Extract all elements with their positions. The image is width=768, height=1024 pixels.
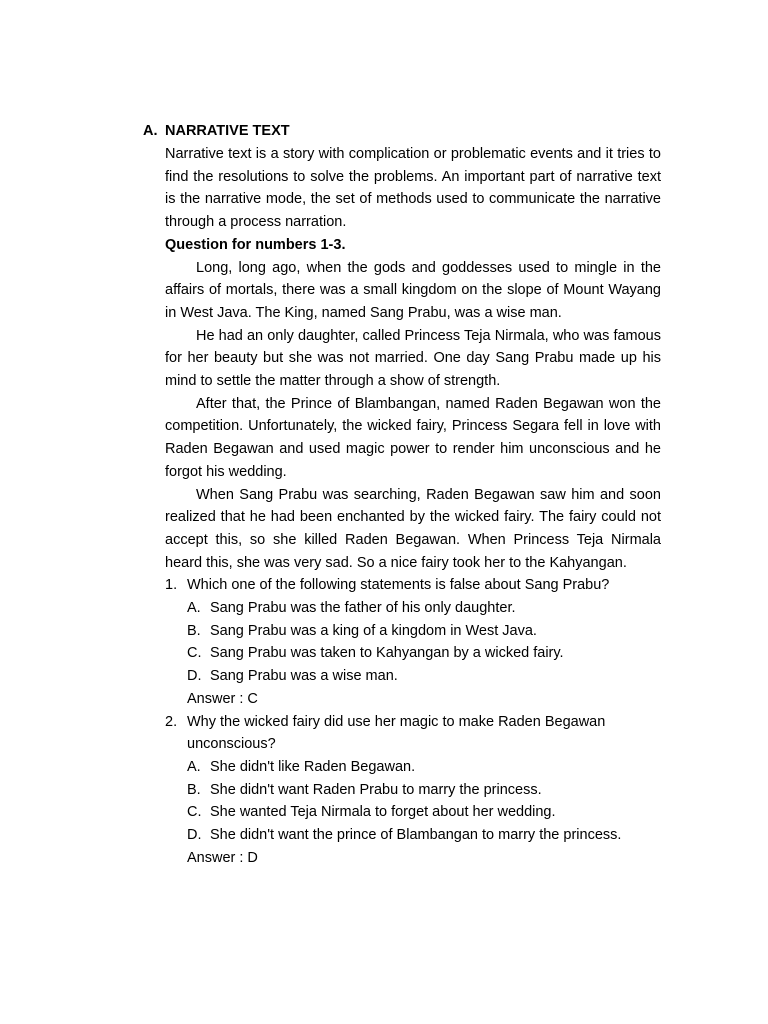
section-body <box>165 143 661 870</box>
option-letter: C. <box>187 645 202 662</box>
question-1 <box>165 574 661 710</box>
section-title: NARRATIVE TEXT <box>165 123 290 139</box>
question-header: Question for numbers 1-3. <box>165 236 346 253</box>
answer-key: Answer : C <box>187 690 258 707</box>
option-text: She didn't like Raden Begawan. <box>210 758 416 775</box>
answer-option <box>187 801 661 824</box>
option-text: Sang Prabu was the father of his only daughter. <box>210 600 516 617</box>
option-text: Sang Prabu was a king of a kingdom in West Java. <box>210 622 537 639</box>
question-stem <box>165 574 661 597</box>
option-letter: B. <box>187 622 201 639</box>
option-text: Sang Prabu was taken to Kahyangan by a wicked fairy. <box>210 645 564 662</box>
option-letter: D. <box>187 827 202 844</box>
answer-key: Answer : D <box>187 849 258 866</box>
option-letter: A. <box>187 758 201 775</box>
story-paragraph: After that, the Prince of Blambangan, named Raden Begawan won the competition. Unfortunately, the wicked fairy, Princess Segara fell in love with Raden Begawan and used magic power to render him unconscious and he forgot his wedding. <box>165 395 661 480</box>
answer-option <box>187 756 661 779</box>
question-stem <box>165 711 661 756</box>
section-heading <box>143 120 290 143</box>
option-letter: A. <box>187 600 201 617</box>
answer-option <box>187 642 661 665</box>
option-text: She wanted Teja Nirmala to forget about her wedding. <box>210 804 556 821</box>
option-text: She didn't want Raden Prabu to marry the princess. <box>210 781 542 798</box>
answer-option <box>187 779 661 802</box>
question-text: Which one of the following statements is false about Sang Prabu? <box>187 577 610 594</box>
answer-option <box>187 597 661 620</box>
story-paragraph: Long, long ago, when the gods and goddesses used to mingle in the affairs of mortals, there was a small kingdom on the slope of Mount Wayang in West Java. The King, named Sang Prabu, was a wise man. <box>165 259 661 321</box>
question-number: 2. <box>165 713 178 730</box>
answer-option <box>187 824 661 847</box>
option-letter: B. <box>187 781 201 798</box>
option-letter: D. <box>187 668 202 685</box>
option-text: Sang Prabu was a wise man. <box>210 668 398 685</box>
question-2 <box>165 711 661 870</box>
question-number: 1. <box>165 577 178 594</box>
answer-option <box>187 620 661 643</box>
story-paragraph: When Sang Prabu was searching, Raden Begawan saw him and soon realized that he had been enchanted by the wicked fairy. The fairy could not accept this, so she killed Raden Begawan. When Princess Teja Nirmala heard this, she was very sad. So a nice fairy took her to the Kahyangan. <box>165 486 661 571</box>
question-text: Why the wicked fairy did use her magic to make Raden Begawan unconscious? <box>187 713 606 753</box>
answer-option <box>187 665 661 688</box>
story-paragraph: He had an only daughter, called Princess Teja Nirmala, who was famous for her beauty but she was not married. One day Sang Prabu made up his mind to settle the matter through a show of strength. <box>165 327 661 390</box>
option-text: She didn't want the prince of Blambangan to marry the princess. <box>210 827 622 844</box>
definition-paragraph: Narrative text is a story with complication or problematic events and it tries to find the resolutions to solve the problems. An important part of narrative text is the narrative mode, the set of methods used to communicate the narrative through a process narration. <box>165 146 661 231</box>
option-letter: C. <box>187 804 202 821</box>
section-letter: A. <box>143 123 158 139</box>
